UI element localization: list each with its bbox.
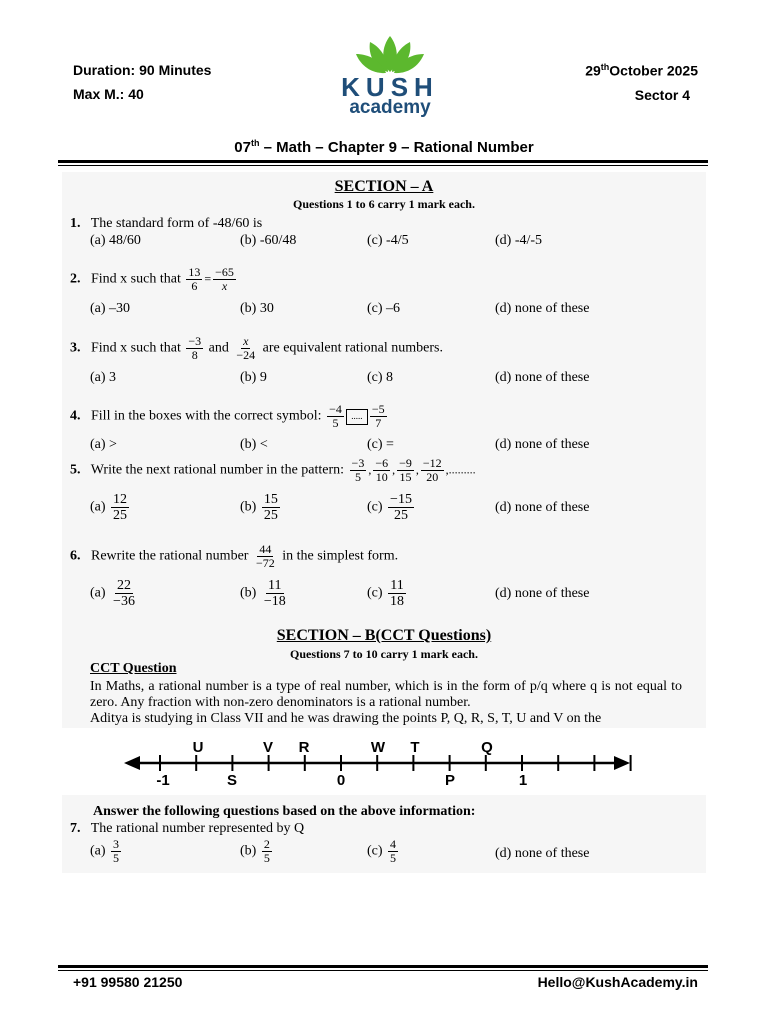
q6-option-c: [367, 578, 408, 609]
date-rest: October 2025: [609, 62, 698, 79]
denominator: −72: [255, 556, 275, 570]
max-marks-text: Max M.: 40: [73, 86, 144, 102]
lotus-leaf-icon: [338, 34, 442, 74]
numerator: −12: [422, 456, 442, 470]
denominator: 8: [191, 348, 198, 362]
q5-option-c: [367, 492, 416, 523]
denominator: −24: [236, 348, 256, 362]
numerator: −3: [188, 334, 202, 348]
denominator: 25: [113, 508, 128, 523]
fraction: [262, 838, 272, 865]
section-a-heading: SECTION – A: [334, 178, 434, 195]
q4-option-b: (b) <: [240, 437, 268, 452]
question-text: Rewrite the rational number: [91, 548, 249, 564]
and-word: and: [208, 340, 229, 356]
numerator: 15: [263, 492, 278, 507]
logo-word: KUSH: [341, 72, 439, 102]
numerator: 22: [117, 578, 131, 593]
header-divider-thick: [58, 160, 708, 163]
title-grade-suffix: th: [250, 138, 260, 148]
q7-option-d: (d) none of these: [495, 846, 590, 861]
numerator: −5: [371, 402, 385, 416]
q3-option-b: (b) 9: [240, 370, 267, 385]
option-label: (a): [90, 585, 106, 601]
numerator: −4: [329, 402, 342, 416]
question-7: [70, 821, 304, 837]
header-divider-thin: [58, 165, 708, 166]
q4-option-c: (c) =: [367, 437, 394, 452]
arrow-right-icon: [614, 756, 630, 770]
denominator: 5: [332, 416, 339, 430]
point-label: W: [370, 739, 386, 756]
fraction: [254, 543, 277, 570]
section-b-subheading: Questions 7 to 10 carry 1 mark each.: [290, 647, 478, 661]
page-title: [0, 138, 768, 156]
numerator: 13: [188, 265, 201, 279]
q2-option-b: (b) 30: [240, 301, 274, 316]
numerator: −6: [375, 456, 389, 470]
point-label: T: [410, 739, 420, 756]
question-text: The standard form of -48/60 is: [90, 216, 263, 231]
answer-box: .....: [346, 409, 368, 425]
section-b-heading: SECTION – B(CCT Questions): [276, 627, 492, 644]
fraction: [111, 838, 121, 865]
question-text: Write the next rational number in the pattern:: [90, 462, 345, 478]
q7-option-a: [90, 838, 123, 865]
question-number: 2.: [70, 271, 81, 287]
q5-option-b: [240, 492, 282, 523]
numerator: −9: [399, 456, 412, 470]
footer-phone: +91 99580 21250: [73, 974, 183, 990]
date-suffix: th: [600, 62, 610, 72]
option-label: (b): [240, 499, 257, 515]
question-number: 5.: [70, 462, 81, 478]
logo-subtitle: academy: [349, 97, 431, 118]
numerator: 3: [113, 837, 120, 851]
q5-option-d: (d) none of these: [495, 500, 590, 515]
numerator: 11: [268, 578, 282, 593]
question-6: [70, 543, 398, 570]
denominator: 5: [354, 470, 361, 484]
q6-option-a: [90, 578, 139, 609]
question-number: 7.: [70, 821, 81, 836]
option-label: (a): [90, 499, 106, 515]
fraction: [327, 403, 344, 430]
denominator: 18: [390, 594, 405, 609]
q2-option-d: (d) none of these: [495, 301, 590, 316]
denominator: 15: [399, 470, 412, 484]
duration-text: Duration: 90 Minutes: [73, 62, 212, 78]
date-day: 29: [585, 62, 601, 79]
fraction: [213, 266, 236, 293]
separator: ,: [415, 462, 419, 477]
option-label: (c): [367, 499, 383, 515]
denominator: 25: [263, 508, 278, 523]
denominator: −36: [113, 594, 135, 609]
numerator: 4: [390, 837, 397, 851]
denominator: 5: [390, 851, 397, 865]
fraction: [397, 457, 414, 484]
option-label: (b): [240, 843, 257, 859]
denominator: 20: [426, 470, 439, 484]
fraction: [350, 457, 367, 484]
separator: ,: [368, 462, 372, 477]
fraction: [421, 457, 444, 484]
footer-email: Hello@KushAcademy.in: [537, 974, 698, 990]
denominator: 6: [191, 279, 198, 293]
denominator: 25: [394, 508, 408, 523]
fraction: [186, 266, 202, 293]
question-1: [70, 216, 262, 232]
point-label: 1: [518, 772, 528, 789]
point-label: U: [192, 739, 204, 756]
date-text: [585, 62, 698, 79]
arrow-left-icon: [124, 756, 140, 770]
question-4: [70, 403, 389, 430]
q1-option-c: (c) -4/5: [367, 233, 409, 248]
q3-option-c: (c) 8: [367, 370, 394, 385]
equals-sign: =: [204, 271, 212, 286]
option-label: (c): [367, 843, 383, 859]
numerator: −3: [351, 456, 365, 470]
q5-option-a: [90, 492, 131, 523]
answer-instruction: Answer the following questions based on the above information:: [93, 804, 476, 819]
question-tail: are equivalent rational numbers.: [262, 340, 443, 356]
cct-paragraph-1: In Maths, a rational number is a type of real number, which is in the form of p/q where q is not equal to zero. Any fraction with non-zero denominators is a rational number.: [90, 679, 682, 710]
title-grade: 07: [234, 139, 251, 156]
option-label: (a): [90, 843, 106, 859]
point-label: 0: [336, 772, 346, 789]
fraction: [373, 457, 390, 484]
q1-option-b: (b) -60/48: [240, 233, 297, 248]
denominator: 5: [113, 851, 120, 865]
question-number: 3.: [70, 340, 81, 356]
title-rest: – Math – Chapter 9 – Rational Number: [259, 139, 534, 156]
question-number: 6.: [70, 548, 81, 564]
fraction: [111, 578, 137, 609]
fraction: [111, 492, 129, 523]
question-number: 4.: [70, 408, 81, 424]
cct-heading: CCT Question: [90, 661, 177, 676]
q3-option-d: (d) none of these: [495, 370, 590, 385]
pattern-ellipsis: ,.........: [445, 462, 476, 477]
q4-option-d: (d) none of these: [495, 437, 590, 452]
cct-paragraph-2: Aditya is studying in Class VII and he was drawing the points P, Q, R, S, T, U and V on the: [90, 711, 602, 726]
point-label: R: [298, 739, 310, 756]
section-a-subheading: Questions 1 to 6 carry 1 mark each.: [293, 197, 475, 211]
numerator: 44: [259, 542, 272, 556]
q7-option-c: [367, 838, 400, 865]
numerator: 2: [263, 837, 270, 851]
q6-option-d: (d) none of these: [495, 586, 590, 601]
point-label: S: [226, 772, 238, 789]
numerator: 12: [113, 492, 128, 507]
separator: ,: [392, 462, 396, 477]
question-2: [70, 266, 238, 293]
point-label: -1: [156, 772, 170, 789]
fraction: [388, 838, 398, 865]
fraction: [186, 335, 203, 362]
question-text: Find x such that: [91, 271, 181, 287]
denominator: 10: [375, 470, 388, 484]
denominator: x: [221, 279, 228, 293]
q1-option-d: (d) -4/-5: [495, 233, 543, 248]
point-label: P: [444, 772, 456, 789]
q2-option-a: (a) –30: [90, 301, 131, 316]
fraction: [234, 335, 257, 362]
footer-divider-thin: [58, 970, 708, 971]
fraction: [262, 578, 288, 609]
footer-divider-thick: [58, 965, 708, 968]
question-5: [70, 457, 476, 484]
point-label: Q: [481, 739, 493, 756]
number-line: [0, 735, 768, 805]
kush-academy-logo: [338, 34, 442, 120]
q6-option-b: [240, 578, 290, 609]
fraction: [370, 403, 387, 430]
question-text: Fill in the boxes with the correct symbol:: [91, 408, 322, 424]
numerator: −65: [215, 265, 234, 279]
question-3: [70, 335, 443, 362]
point-label: V: [262, 739, 274, 756]
fraction: [262, 492, 280, 523]
numerator: −15: [390, 492, 412, 507]
denominator: 5: [263, 851, 270, 865]
q7-option-b: [240, 838, 274, 865]
q2-option-c: (c) –6: [367, 301, 401, 316]
denominator: 7: [375, 416, 382, 430]
q1-option-a: (a) 48/60: [90, 233, 141, 248]
q4-option-a: (a) >: [90, 437, 117, 452]
question-text: The rational number represented by Q: [90, 821, 305, 836]
question-text: Find x such that: [91, 340, 181, 356]
option-label: (b): [240, 585, 257, 601]
numerator: 11: [390, 578, 404, 593]
denominator: −18: [263, 594, 286, 609]
question-tail: in the simplest form.: [282, 548, 399, 564]
option-label: (c): [367, 585, 383, 601]
q3-option-a: (a) 3: [90, 370, 117, 385]
fraction: [388, 492, 414, 523]
sector-text: Sector 4: [634, 87, 690, 103]
numerator: x: [243, 334, 249, 348]
question-number: 1.: [70, 216, 81, 231]
fraction: [388, 578, 406, 609]
